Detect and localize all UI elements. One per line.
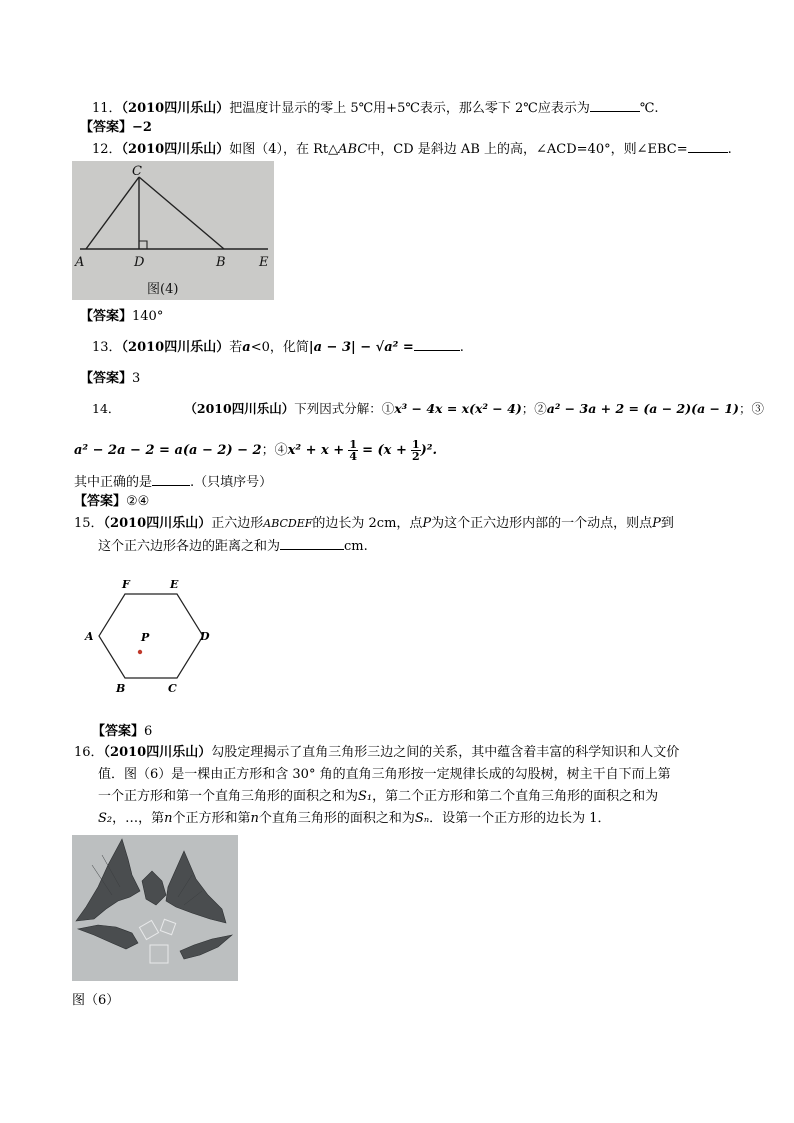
q12-answer-label: 【答案】 [80,309,133,324]
q12-source-tag: （2010四川乐山） [121,142,230,157]
q16-sn: Sₙ [414,811,430,826]
q16-line4-d: 个直角三角形的面积之和为 [258,811,415,826]
q12-text-a: 如图（4），在 Rt△ [229,142,339,157]
q16-line-2 [98,765,671,785]
q13-text-b: <0，化简 [250,340,309,355]
q14-number: 14． [92,401,121,416]
q15-line2-text: 这个正六边形各边的距离之和为 [98,539,281,554]
q12-line [92,139,732,160]
q12-answer-line [80,307,163,327]
q11-answer-blank [590,98,640,112]
q14-line-3 [74,472,272,493]
q14-text-a: 下列因式分解：① [294,401,395,416]
q14-sep-2: ；③ [738,401,764,416]
label-c: C [132,164,142,179]
q11-number: 11． [92,101,122,116]
q14-line-2 [74,437,437,465]
q15-answer-line [92,722,152,742]
q13-number: 13． [92,340,122,355]
q15-line2-tail: cm. [344,539,368,554]
q15-point-p2: P [652,516,661,531]
q13-tail: . [459,340,464,355]
q14-formula-3: a² − 2a − 2 = a(a − 2) − 2 [74,443,262,458]
q16-line3-b: ，第二个正方形和第二个直角三角形的面积之和为 [372,789,659,804]
q15-text-a: 正六边形 [211,516,264,531]
q11-line [92,98,659,119]
point-p-dot [138,650,142,654]
q15-line-2 [98,536,368,557]
hexagon-figure [80,572,220,697]
q16-line-3 [98,787,658,807]
hex-label-a: A [85,630,94,643]
q14-fraction-half: $\frac{1}{2}$ [412,438,420,463]
q14-sep-1: ；② [521,401,547,416]
q16-line4-b: ，…，第 [112,811,165,826]
label-b: B [216,255,226,270]
q11-source-tag: （2010四川乐山） [121,101,230,116]
q16-s2: S₂ [98,811,113,826]
q11-text: 把温度计显示的零上 5℃用+5℃表示，那么零下 2℃应表示为 [229,101,590,116]
q14-source-tag: （2010四川乐山） [184,401,295,416]
hexagon-outline [99,594,203,678]
hex-label-b: B [116,682,126,695]
q16-number: 16． [74,745,104,760]
figure-4-diagram [72,161,274,300]
q13-answer: 3 [132,371,141,386]
q15-text-d: 到 [660,516,674,531]
hex-label-d: D [200,630,210,643]
q13-line [92,337,464,358]
q16-source-tag: （2010四川乐山） [103,745,212,760]
figure-6-photo [72,835,238,981]
figure-6-caption: 图（6） [72,993,120,1008]
q14-formula-4b: = (x + [362,443,407,458]
q15-answer-label: 【答案】 [92,724,145,739]
q12-tail: . [727,142,732,157]
pythagoras-tree-image [72,835,238,981]
q15-text-c: 为这个正六边形内部的一个动点，则点 [431,516,653,531]
q13-answer-label: 【答案】 [80,371,133,386]
q16-text-a: 勾股定理揭示了直角三角形三边之间的关系，其中蕴含着丰富的科学知识和人文价 [211,745,680,760]
label-a: A [75,255,85,270]
q14-formula-1: x³ − 4x = x(x² − 4) [394,401,522,416]
hex-label-p: P [141,631,150,644]
q16-line-4 [98,809,611,829]
q11-answer-label: 【答案】 [80,120,133,135]
hex-label-c: C [168,682,177,695]
q12-answer-blank [688,139,728,153]
q14-answer-blank [152,472,190,486]
hex-label-f: F [122,578,130,591]
q16-n2: n [250,811,259,826]
q15-line-1 [74,514,674,534]
q16-s1: S₁ [358,789,373,804]
q16-line-1 [74,743,679,763]
q14-answer: ②④ [126,494,150,509]
q11-answer: −2 [132,120,152,135]
figure-4-caption: 图(4) [147,282,179,297]
hex-label-e: E [170,578,179,591]
q16-n1: n [164,811,173,826]
q16-line2-text: 值．图（6）是一棵由正方形和含 30° 角的直角三角形按一定规律长成的勾股树，树主干自下而上第 [98,767,671,782]
q14-formula-4c: )². [420,443,438,458]
figure-4-photo [72,161,274,300]
q11-tail: ℃. [639,101,659,116]
q14-line-1 [92,399,764,419]
q16-line4-e: ．设第一个正方形的边长为 1． [429,811,611,826]
q15-hexagon-name: ABCDEF [263,517,313,530]
q13-source-tag: （2010四川乐山） [121,340,230,355]
q14-fraction-quarter: $\frac{1}{4}$ [349,438,357,463]
q13-var-a: a [242,340,251,355]
q12-number: 12． [92,142,122,157]
q15-answer-blank [280,536,344,550]
q13-text-a: 若 [229,340,243,355]
q14-formula-4a: x² + x + [287,443,345,458]
q15-number: 15． [74,516,104,531]
q14-line3-tail: .（只填序号） [190,475,273,490]
q11-answer-line [80,118,152,138]
q13-answer-line [80,369,140,389]
q12-answer: 140° [132,309,164,324]
q15-source-tag: （2010四川乐山） [103,516,212,531]
q13-answer-blank [414,337,460,351]
q15-answer: 6 [144,724,153,739]
q14-formula-2: a² − 3a + 2 = (a − 2)(a − 1) [546,401,739,416]
q15-point-p: P [422,516,432,531]
q16-line3-a: 一个正方形和第一个直角三角形的面积之和为 [98,789,359,804]
q13-expression: |a − 3| − √a² = [308,340,414,355]
label-e: E [259,255,269,270]
q14-answer-label: 【答案】 [74,494,127,509]
q14-answer-line [74,492,149,512]
q14-line3-text: 其中正确的是 [74,475,153,490]
label-d: D [134,255,145,270]
q12-triangle-name: ABC [338,142,368,157]
q15-text-b: 的边长为 2cm，点 [312,516,423,531]
q16-line4-c: 个正方形和第 [172,811,251,826]
q12-text-b: 中，CD 是斜边 AB 上的高，∠ACD=40°，则∠EBC= [367,142,688,157]
q14-sep-3: ；④ [261,443,288,458]
